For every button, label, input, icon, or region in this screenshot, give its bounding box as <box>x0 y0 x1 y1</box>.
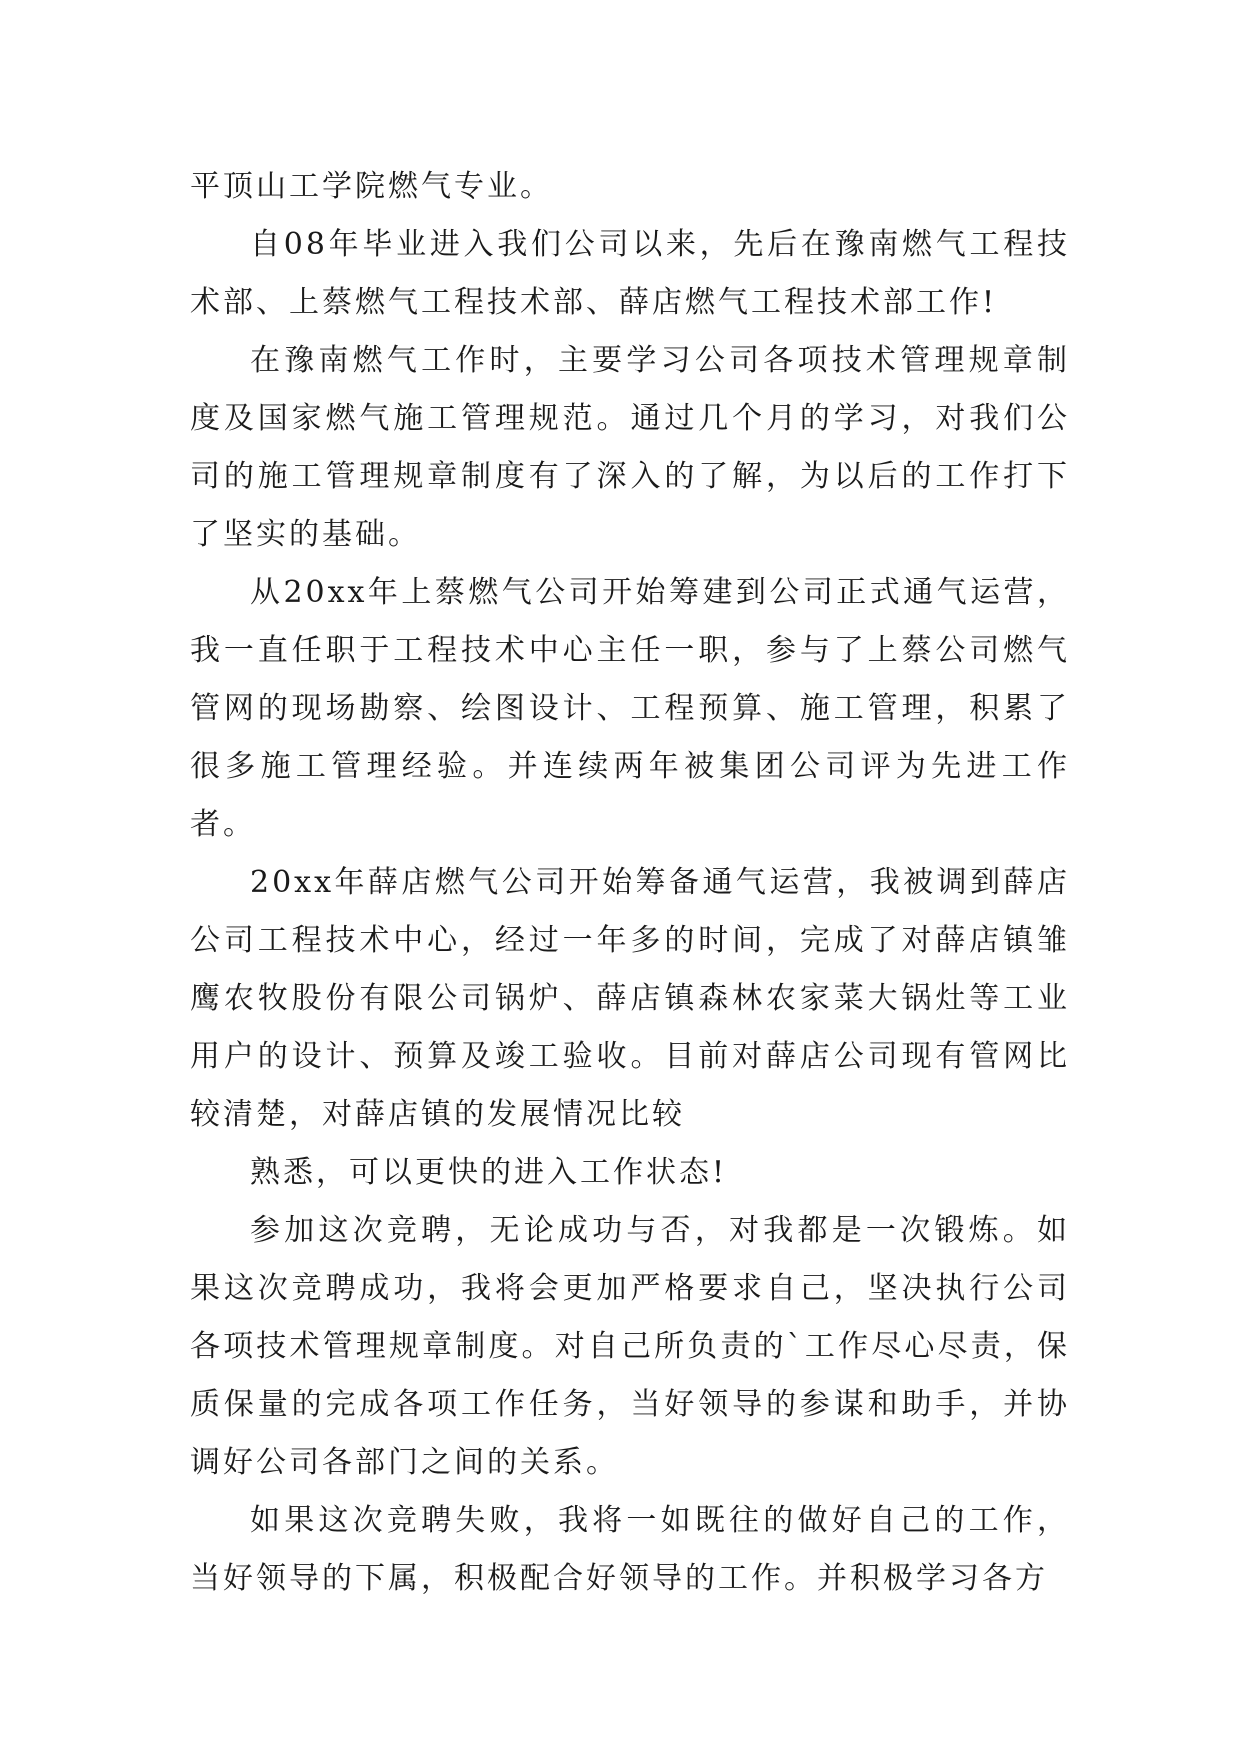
document-body <box>190 158 1070 1608</box>
paragraph-3: 在豫南燃气工作时，主要学习公司各项技术管理规章制度及国家燃气施工管理规范。通过几个月的学习，对我们公司的施工管理规章制度有了深入的了解，为以后的工作打下了坚实的基础。 <box>190 343 1070 552</box>
paragraph-7: 参加这次竞聘，无论成功与否，对我都是一次锻炼。如果这次竞聘成功，我将会更加严格要求自己，坚决执行公司各项技术管理规章制度。对自己所负责的`工作尽心尽责，保质保量的完成各项工作任务，当好领导的参谋和助手，并协调好公司各部门之间的关系。 <box>190 1213 1070 1480</box>
paragraph-5: 20xx年薛店燃气公司开始筹备通气运营，我被调到薛店公司工程技术中心，经过一年多的时间，完成了对薛店镇雏鹰农牧股份有限公司锅炉、薛店镇森林农家菜大锅灶等工业用户的设计、预算及竣工验收。目前对薛店公司现有管网比较清楚，对薛店镇的发展情况比较 <box>190 865 1070 1132</box>
paragraph-1: 平顶山工学院燃气专业。 <box>190 169 553 204</box>
paragraph-2: 自08年毕业进入我们公司以来，先后在豫南燃气工程技术部、上蔡燃气工程技术部、薛店燃气工程技术部工作! <box>190 227 1070 320</box>
paragraph-8: 如果这次竞聘失败，我将一如既往的做好自己的工作，当好领导的下属，积极配合好领导的工作。并积极学习各方 <box>190 1503 1070 1596</box>
paragraph-6: 熟悉，可以更快的进入工作状态! <box>250 1155 728 1190</box>
paragraph-4: 从20xx年上蔡燃气公司开始筹建到公司正式通气运营，我一直任职于工程技术中心主任一职，参与了上蔡公司燃气管网的现场勘察、绘图设计、工程预算、施工管理，积累了很多施工管理经验。并连续两年被集团公司评为先进工作者。 <box>190 575 1070 842</box>
